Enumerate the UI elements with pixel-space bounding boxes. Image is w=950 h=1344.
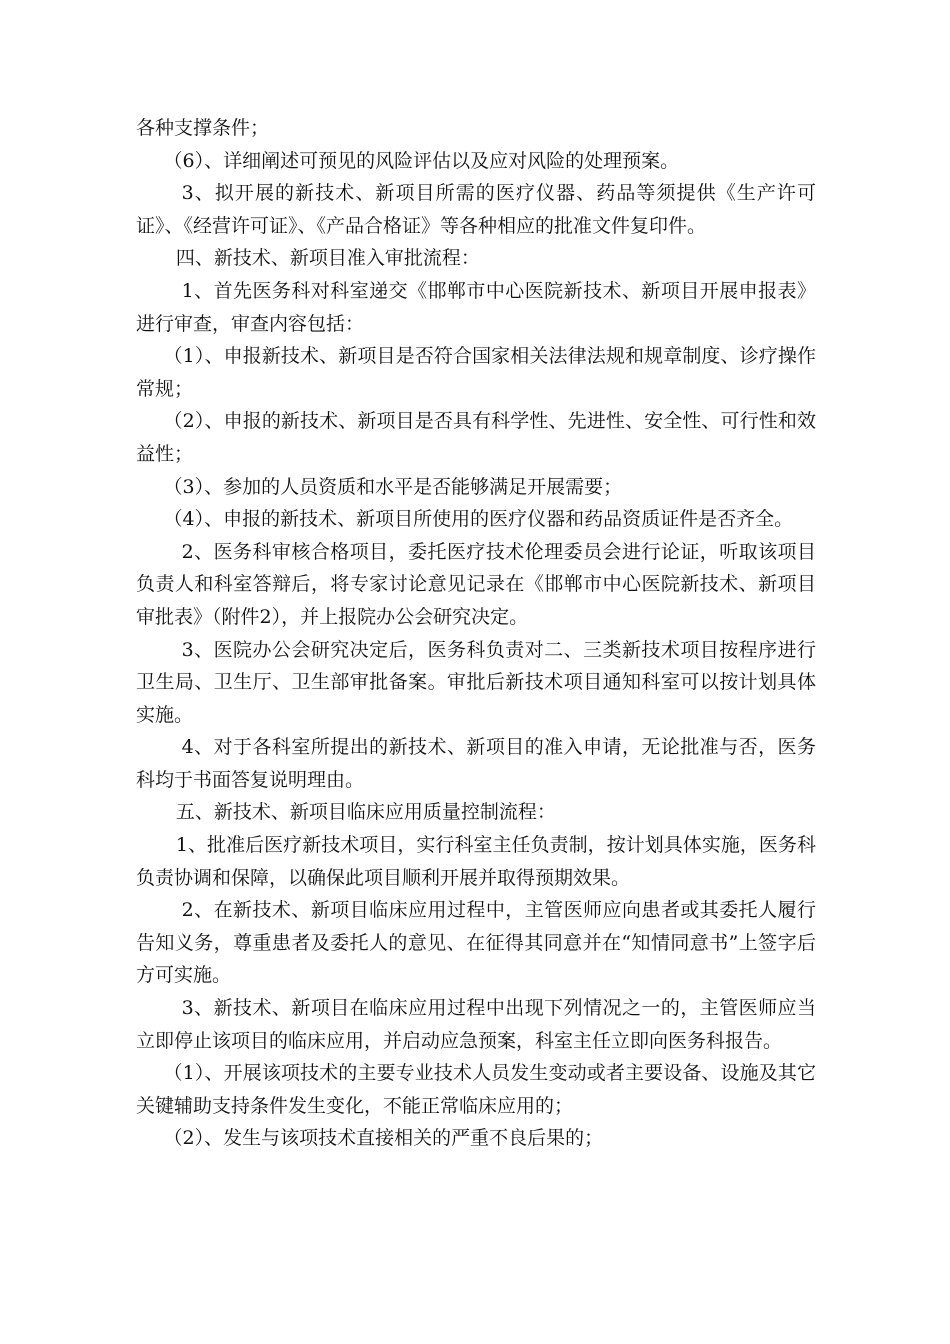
paragraph-written-reply: 4、对于各科室所提出的新技术、新项目的准入申请，无论批准与否，医务科均于书面答复说明理由。 [136, 736, 816, 791]
heading-quality-control: 五、新技术、新项目临床应用质量控制流程： [175, 801, 556, 824]
paragraph-review-item-2: （2）、申报的新技术、新项目是否具有科学性、先进性、安全性、可行性和效益性； [136, 410, 816, 465]
paragraph-review-item-3: （3）、参加的人员资质和水平是否能够满足开展需要； [163, 475, 623, 498]
paragraph-ethics-committee: 2、医务科审核合格项目，委托医疗技术伦理委员会进行论证，听取该项目负责人和科室答辩后，将专家讨论意见记录在《邯郸市中心医院新技术、新项目审批表》（附件2），并上报院办公会研究决定。 [136, 540, 816, 628]
paragraph-risk-plan: （6）、详细阐述可预见的风险评估以及应对风险的处理预案。 [163, 149, 680, 172]
paragraph-stop-item-2: （2）、发生与该项技术直接相关的严重不良后果的； [163, 1127, 604, 1150]
paragraph-director-responsibility: 1、批准后医疗新技术项目，实行科室主任负责制，按计划具体实施，医务科负责协调和保障，以确保此项目顺利开展并取得预期效果。 [136, 834, 816, 889]
heading-approval-process: 四、新技术、新项目准入审批流程： [175, 247, 480, 270]
paragraph-review-item-4: （4）、申报的新技术、新项目所使用的医疗仪器和药品资质证件是否齐全。 [163, 508, 794, 531]
paragraph-licenses: 3、拟开展的新技术、新项目所需的医疗仪器、药品等须提供《生产许可证》、《经营许可证》、《产品合格证》等各种相应的批准文件复印件。 [136, 182, 816, 237]
paragraph-stop-item-1: （1）、开展该项技术的主要专业技术人员发生变动或者主要设备、设施及其它关键辅助支持条件发生变化，不能正常临床应用的； [136, 1062, 816, 1117]
paragraph-review-item-1: （1）、申报新技术、新项目是否符合国家相关法律法规和规章制度、诊疗操作常规； [136, 345, 816, 400]
paragraph-office-decision: 3、医院办公会研究决定后，医务科负责对二、三类新技术项目按程序进行卫生局、卫生厅、卫生部审批备案。审批后新技术项目通知科室可以按计划具体实施。 [136, 638, 816, 726]
paragraph-informed-consent: 2、在新技术、新项目临床应用过程中，主管医师应向患者或其委托人履行告知义务，尊重患者及委托人的意见、在征得其同意并在“知情同意书”上签字后方可实施。 [136, 899, 816, 987]
document-page [136, 112, 816, 1155]
paragraph-support-conditions: 各种支撑条件； [136, 117, 270, 139]
paragraph-review-application: 1、首先医务科对科室递交《邯郸市中心医院新技术、新项目开展申报表》进行审查，审查内容包括： [136, 279, 816, 335]
paragraph-stop-conditions: 3、新技术、新项目在临床应用过程中出现下列情况之一的，主管医师应当立即停止该项目的临床应用，并启动应急预案，科室主任立即向医务科报告。 [136, 997, 816, 1052]
